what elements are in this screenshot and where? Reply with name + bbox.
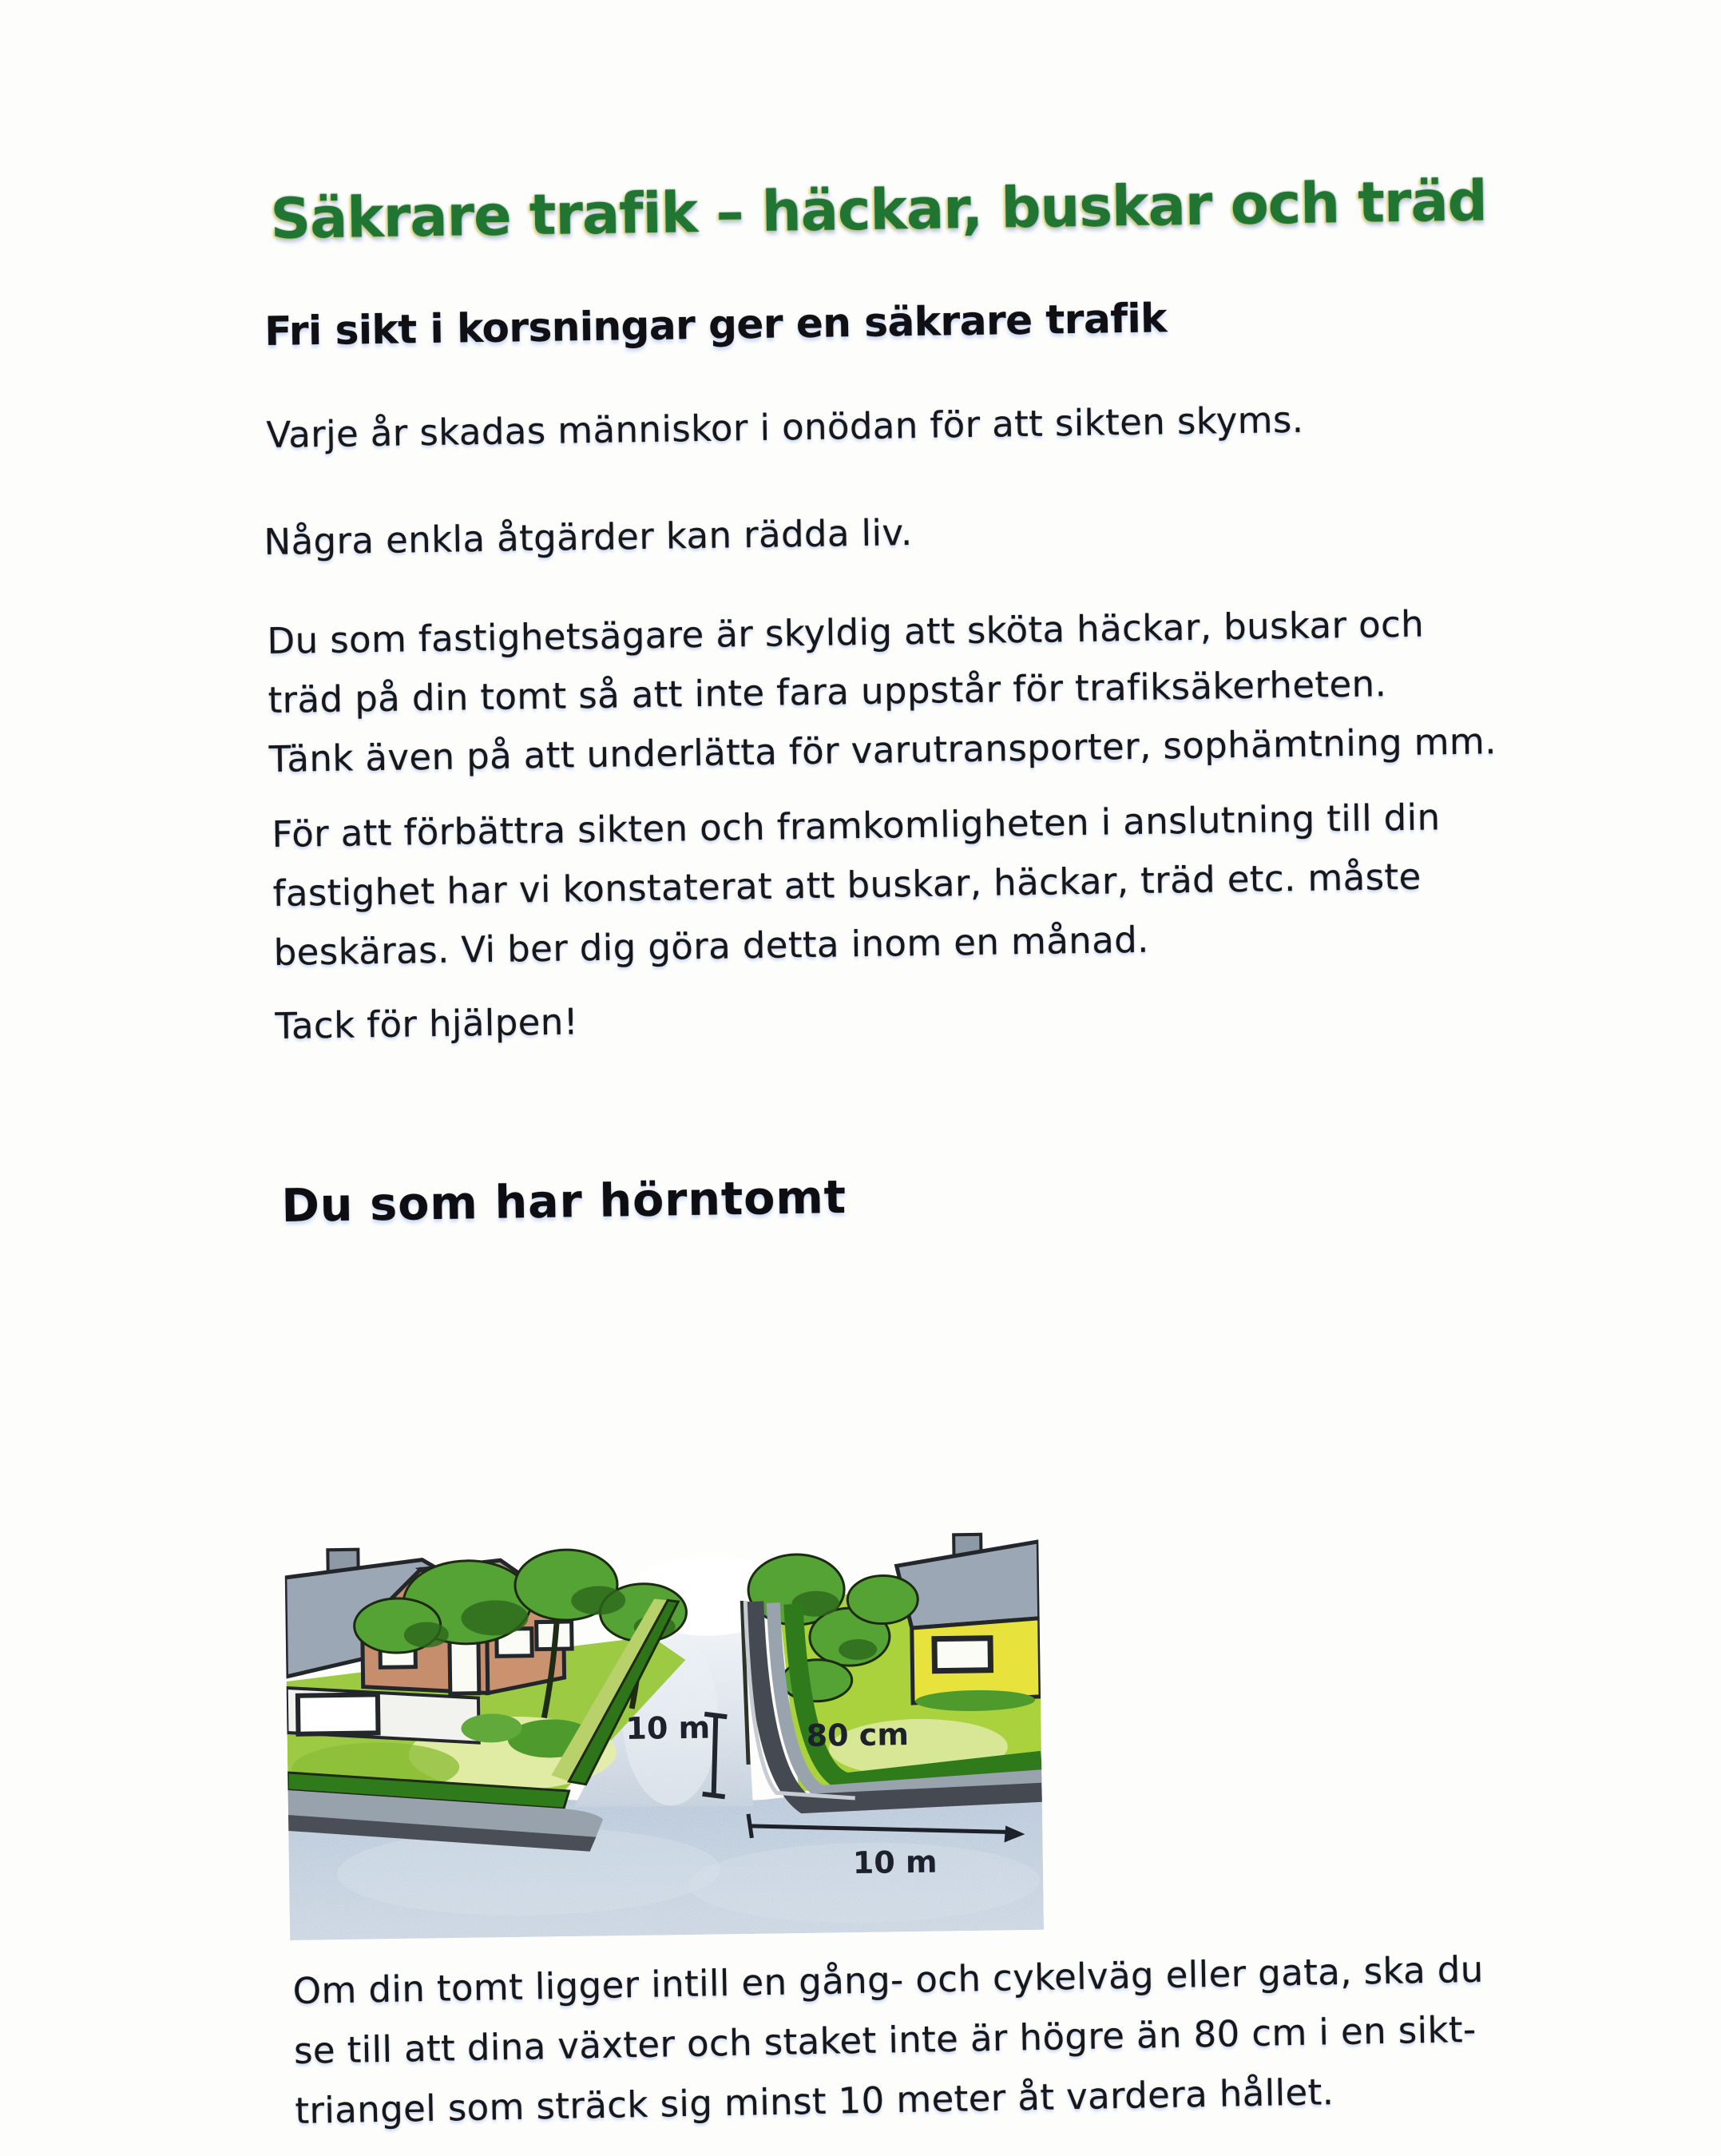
paragraph-3 xyxy=(267,594,1497,789)
right-property xyxy=(744,1534,1042,1805)
section-heading: Du som har hörntomt xyxy=(281,1170,847,1233)
tree-canopy xyxy=(847,1575,918,1624)
paragraph-4 xyxy=(272,788,1442,983)
text-line: Du som fastighetsägare är skyldig att sköta häckar, buskar och xyxy=(267,602,1425,662)
text-line: se till att dina växter och staket inte är högre än 80 cm i en sikt- xyxy=(293,2007,1477,2072)
text-line: För att förbättra sikten och framkomligheten i anslutning till din xyxy=(272,796,1441,856)
right-house xyxy=(896,1542,1041,1712)
label-10m-vertical: 10 m xyxy=(625,1709,711,1747)
window xyxy=(934,1638,991,1671)
label-80cm: 80 cm xyxy=(806,1717,910,1753)
text-line: Om din tomt ligger intill en gång- och cykelväg eller gata, ska du xyxy=(292,1948,1485,2012)
text-line: Tänk även på att underlätta för varutransporter, sophämtning mm. xyxy=(268,720,1497,780)
main-title: Säkrare trafik – häckar, buskar och träd xyxy=(270,168,1488,252)
corner-lot-illustration xyxy=(284,1521,1044,1940)
right-house-roof xyxy=(896,1542,1039,1628)
text-line: träd på din tomt så att inte fara uppstår för trafiksäkerheten. xyxy=(268,662,1387,721)
text-line: Tack för hjälpen! xyxy=(275,1000,579,1047)
text-line: beskäras. Vi ber dig göra detta inom en månad. xyxy=(273,918,1150,974)
intro-heading: Fri sikt i korsningar ger en säkrare trafik xyxy=(264,295,1168,355)
illustration-canvas xyxy=(284,1521,1044,1940)
closing-paragraph xyxy=(292,1940,1486,2141)
label-10m-horizontal: 10 m xyxy=(852,1844,938,1881)
paragraph-2 xyxy=(264,503,913,572)
text-line: triangel som sträck sig minst 10 meter åt vardera hållet. xyxy=(294,2071,1334,2132)
fence-gate xyxy=(298,1694,379,1733)
text-line: Varje år skadas människor i onödan för att sikten skyms. xyxy=(266,398,1304,456)
paragraph-1 xyxy=(266,391,1304,465)
paragraph-thanks xyxy=(275,992,579,1056)
text-line: fastighet har vi konstaterat att buskar, häckar, träd etc. måste xyxy=(272,855,1422,915)
text-line: Några enkla åtgärder kan rädda liv. xyxy=(264,510,914,563)
